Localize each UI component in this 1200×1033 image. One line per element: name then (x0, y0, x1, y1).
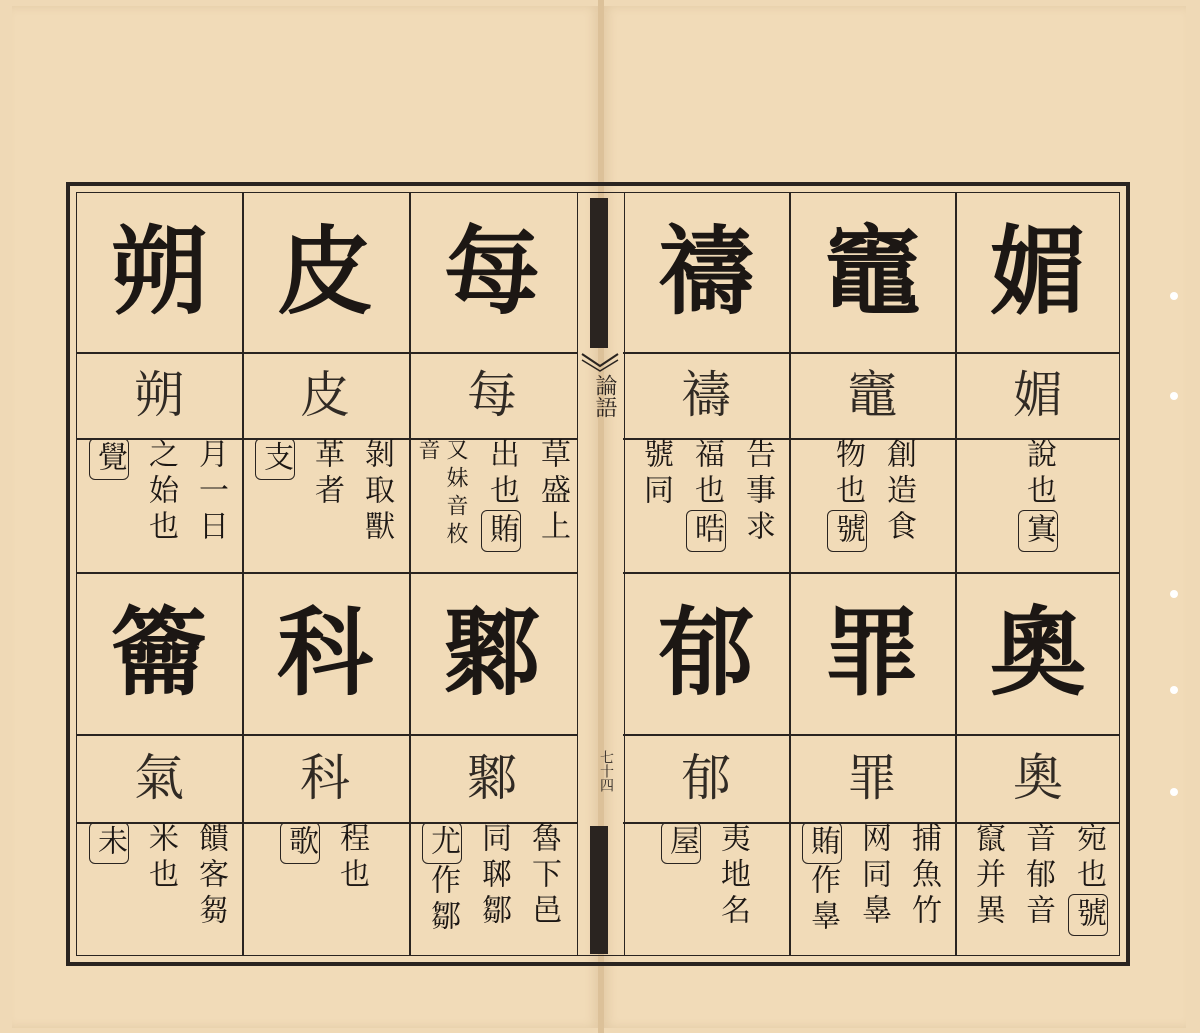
rhyme-box: 號 (827, 510, 867, 552)
annotation-text: 并 (970, 858, 1005, 894)
annotation-text: 辠 (805, 900, 840, 936)
binding-hole (1170, 292, 1178, 300)
annotation-text: 枚音 (415, 438, 468, 550)
head-character: 竈 (824, 215, 920, 328)
rhyme-box: 尤 (422, 822, 462, 864)
head-character: 科 (277, 596, 373, 709)
binding-hole (1170, 590, 1178, 598)
annotation-line: 告事求 (740, 438, 775, 546)
annotation-line: 草盛上 (535, 438, 570, 546)
binding-hole (1170, 788, 1178, 796)
annotation-text: 異 (970, 894, 1005, 930)
annotation (409, 438, 575, 572)
annotation (955, 822, 1121, 956)
center-title: 論語 (592, 374, 617, 418)
annotation-text: 宛也 (1071, 822, 1106, 894)
annotation-line: 饋客芻 (193, 822, 228, 930)
annotation-text: 妹音 (443, 466, 468, 522)
head-character: 郁 (658, 596, 754, 709)
annotation-line (802, 822, 842, 936)
seal-script-character: 皮 (300, 366, 350, 424)
annotation-line (474, 822, 512, 930)
annotation-line: 號同 (638, 438, 673, 510)
annotation (242, 822, 408, 956)
annotation-text: 同辠 (856, 858, 891, 930)
annotation-line (422, 822, 462, 936)
annotation-text: 音郁 (1020, 822, 1055, 894)
entry-column-3 (409, 192, 575, 956)
fish-tail-bar-bottom (590, 826, 608, 954)
head-character: 朔 (111, 215, 207, 328)
annotation-line: 剝取獸 (359, 438, 394, 546)
fish-tail-bar-top (590, 198, 608, 348)
rhyme-box: 寘 (1018, 510, 1058, 552)
annotation-text: 物也 (830, 438, 865, 510)
annotation-line: 魯下邑 (526, 822, 561, 930)
annotation (242, 438, 408, 572)
annotation-text: 鄒 (425, 900, 460, 936)
rhyme-box: 賄 (802, 822, 842, 864)
rhyme-box: 賄 (481, 510, 521, 552)
annotation-line (413, 438, 469, 572)
annotation (955, 438, 1121, 572)
seal-script-character: 鄹 (467, 749, 517, 807)
annotation-line (1018, 438, 1058, 552)
folio-number: 七十四 (598, 750, 614, 792)
entry-column-2 (242, 192, 408, 956)
seal-script-character: 禱 (681, 366, 731, 424)
annotation-text: 出也 (484, 438, 519, 510)
annotation-text: 竄 (970, 822, 1005, 858)
annotation (409, 822, 575, 956)
annotation-line: 革者 (309, 438, 344, 510)
entry-column-4 (623, 192, 789, 956)
annotation-text: 鄒 (476, 894, 511, 930)
annotation-line (1068, 822, 1108, 936)
annotation-line (1018, 822, 1056, 930)
head-character: 籥 (111, 596, 207, 709)
head-character: 媚 (990, 215, 1086, 328)
annotation-line: 捕魚竹 (906, 822, 941, 930)
seal-script-character: 氣 (134, 749, 184, 807)
annotation (623, 438, 789, 572)
rhyme-box: 屋 (661, 822, 701, 864)
annotation (76, 438, 242, 572)
seal-script-character: 媚 (1013, 366, 1063, 424)
annotation-text: 說也 (1021, 438, 1056, 510)
annotation-text: 福也 (689, 438, 724, 510)
seal-script-character: 郁 (681, 749, 731, 807)
head-character: 禱 (658, 215, 754, 328)
annotation-line (854, 822, 892, 930)
annotation-line (481, 438, 521, 552)
head-character: 奧 (990, 596, 1086, 709)
annotation (76, 822, 242, 956)
annotation-line (827, 438, 867, 552)
entry-column-5 (789, 192, 955, 956)
annotation-line: 之始也 (143, 438, 178, 546)
annotation-text: 作 (425, 864, 460, 900)
annotation-line (968, 822, 1006, 930)
entry-column-1 (76, 192, 242, 956)
annotation-text: 音 (1020, 894, 1055, 930)
seal-script-character: 每 (467, 366, 517, 424)
annotation-line: 夷地名 (715, 822, 750, 930)
head-character: 皮 (277, 215, 373, 328)
seal-script-character: 科 (300, 749, 350, 807)
head-character: 每 (444, 215, 540, 328)
annotation-text: 作 (805, 864, 840, 900)
annotation (789, 822, 955, 956)
binding-hole (1170, 392, 1178, 400)
annotation-line: 程也 (334, 822, 369, 894)
annotation-line: 創造食 (881, 438, 916, 546)
seal-script-character: 竈 (847, 366, 897, 424)
annotation (789, 438, 955, 572)
rhyme-box: 晧 (686, 510, 726, 552)
annotation-text: 又 (443, 438, 468, 466)
head-character: 鄹 (444, 596, 540, 709)
annotation-line (686, 438, 726, 552)
annotation (623, 822, 789, 956)
annotation-line: 米也 (143, 822, 178, 894)
fish-tail-icon (580, 352, 620, 372)
binding-hole (1170, 686, 1178, 694)
rhyme-box: 號 (1068, 894, 1108, 936)
annotation-text: 网 (856, 822, 891, 858)
rhyme-box: 覺 (89, 438, 129, 480)
rhyme-box: 支 (255, 438, 295, 480)
entry-column-6 (955, 192, 1121, 956)
rhyme-box: 未 (89, 822, 129, 864)
head-character: 罪 (824, 596, 920, 709)
annotation-text: 同郰 (476, 822, 511, 894)
seal-script-character: 奧 (1013, 749, 1063, 807)
annotation-line: 月一日 (193, 438, 228, 546)
seal-script-character: 罪 (847, 749, 897, 807)
rhyme-box: 歌 (280, 822, 320, 864)
seal-script-character: 朔 (134, 366, 184, 424)
